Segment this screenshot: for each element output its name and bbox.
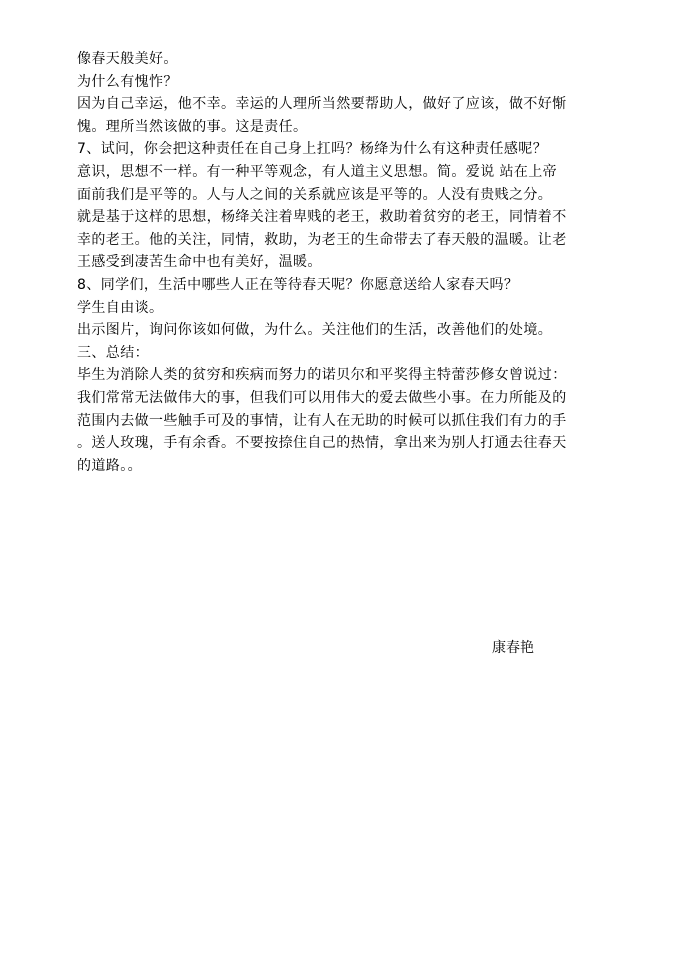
text-line: 意识，思想不一样。有一种平等观念，有人道主义思想。简。爱说 站在上帝: [77, 163, 558, 180]
text-line: 。送人玫瑰，手有余香。不要按捺住自己的热情，拿出来为别人打通去往春天: [77, 435, 567, 452]
text-line: 就是基于这样的思想，杨绛关注着卑贱的老王，救助着贫穷的老王，同情着不: [77, 209, 567, 226]
section-heading-summary: 三、总结：: [77, 344, 149, 361]
author-signature: 康春艳: [492, 640, 534, 656]
question-7-line: 7、试问，你会把这种责任在自己身上扛吗？杨绛为什么有这种责任感呢？: [77, 141, 548, 158]
text-line: 幸的老王。他的关注，同情，救助，为老王的生命带去了春天般的温暖。让老: [77, 231, 567, 248]
document-body: [77, 48, 622, 477]
text-line: 像春天般美好。: [77, 51, 178, 67]
text-line: 的道路。。: [77, 457, 142, 474]
text-line: 毕生为消除人类的贫穷和疾病而努力的诺贝尔和平奖得主特蕾莎修女曾说过：: [77, 367, 567, 384]
text-line: 我们常常无法做伟大的事，但我们可以用伟大的爱去做些小事。在力所能及的: [77, 389, 567, 406]
text-line: 王感受到凄苦生命中也有美好，温暖。: [77, 254, 322, 271]
text-line: 愧。理所当然该做的事。这是责任。: [77, 118, 308, 135]
question-8-line: 8、同学们，生活中哪些人正在等待春天呢？你愿意送给人家春天吗？: [77, 276, 519, 293]
text-line: 因为自己幸运，他不幸。幸运的人理所当然要帮助人，做好了应该，做不好惭: [77, 96, 567, 113]
text-line: 出示图片，询问你该如何做，为什么。关注他们的生活，改善他们的处境。: [77, 322, 553, 339]
text-line: 面前我们是平等的。人与人之间的关系就应该是平等的。人没有贵贱之分。: [77, 186, 553, 203]
text-line: 为什么有愧怍？: [77, 73, 178, 90]
text-line: 范围内去做一些触手可及的事情，让有人在无助的时候可以抓住我们有力的手: [77, 412, 567, 429]
text-line: 学生自由谈。: [77, 299, 164, 316]
